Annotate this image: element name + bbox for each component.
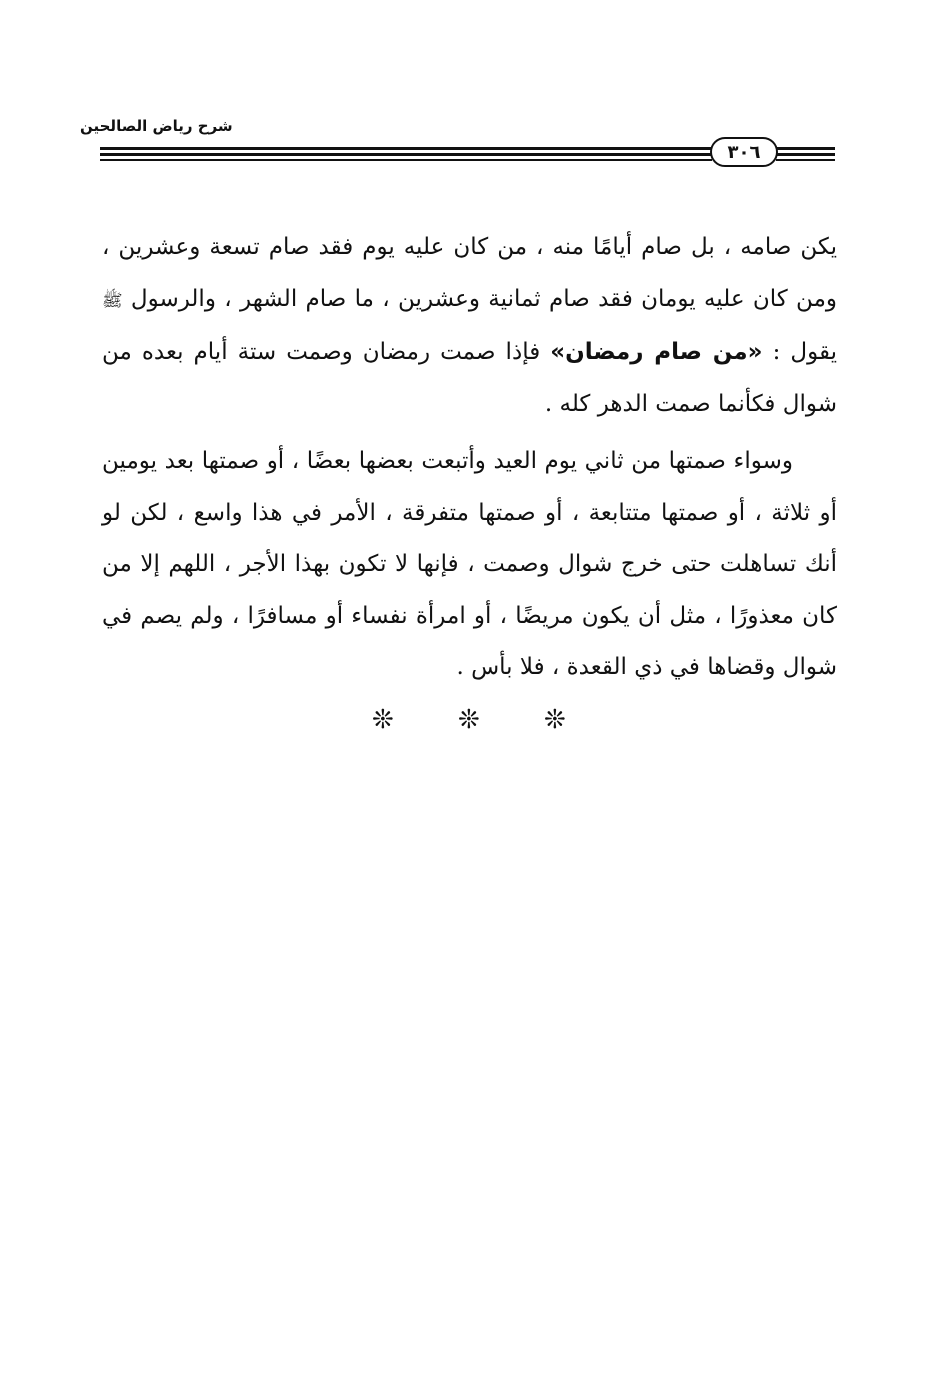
running-header-title: شرح رياض الصالحين [80,117,233,135]
page-number: ٣٠٦ [710,137,778,167]
section-separator [0,703,951,737]
paragraph: وسواء صمتها من ثاني يوم العيد وأتبعت بعضها بعضًا ، أو صمتها بعد يومين أو ثلاثة ، أو صمتها متتابعة ، أو صمتها متفرقة ، الأمر في هذا واسع ، لكن لو أنك تساهلت حتى خرج شوال وصمت ، فإنها لا تكون بهذا الأجر ، اللهم إلا من كان معذورًا ، مثل أن يكون مريضًا ، أو امرأة نفساء أو مسافرًا ، ولم يصم في شوال وقضاها في ذي القعدة ، فلا بأس . [102,448,837,680]
rule-line [100,159,712,161]
text-run: يقول : [762,339,838,365]
header-rule [100,137,835,171]
rule-line [776,147,835,150]
text-run: فإذا صمت رمضان وصمت ستة أيام بعده من شوال فكأنما صمت الدهر كله . [102,339,837,417]
hadith-quote: «من صام رمضان» [550,339,763,365]
honorific-glyph: ﷺ [102,290,123,311]
asterism-icon: ❊ [372,705,394,735]
asterism-icon: ❊ [458,705,480,735]
rule-line [776,159,835,161]
rule-line [776,153,835,156]
rule-line [100,153,712,156]
rule-line [100,147,712,150]
text-run: يكن صامه ، بل صام أيامًا منه ، من كان عليه يوم فقد صام تسعة وعشرين ، ومن كان عليه يومان فقد صام ثمانية وعشرين ، ما صام الشهر ، والرسول [102,234,837,312]
asterism-icon: ❊ [544,705,566,735]
main-text [102,222,837,694]
paragraph [102,222,837,430]
